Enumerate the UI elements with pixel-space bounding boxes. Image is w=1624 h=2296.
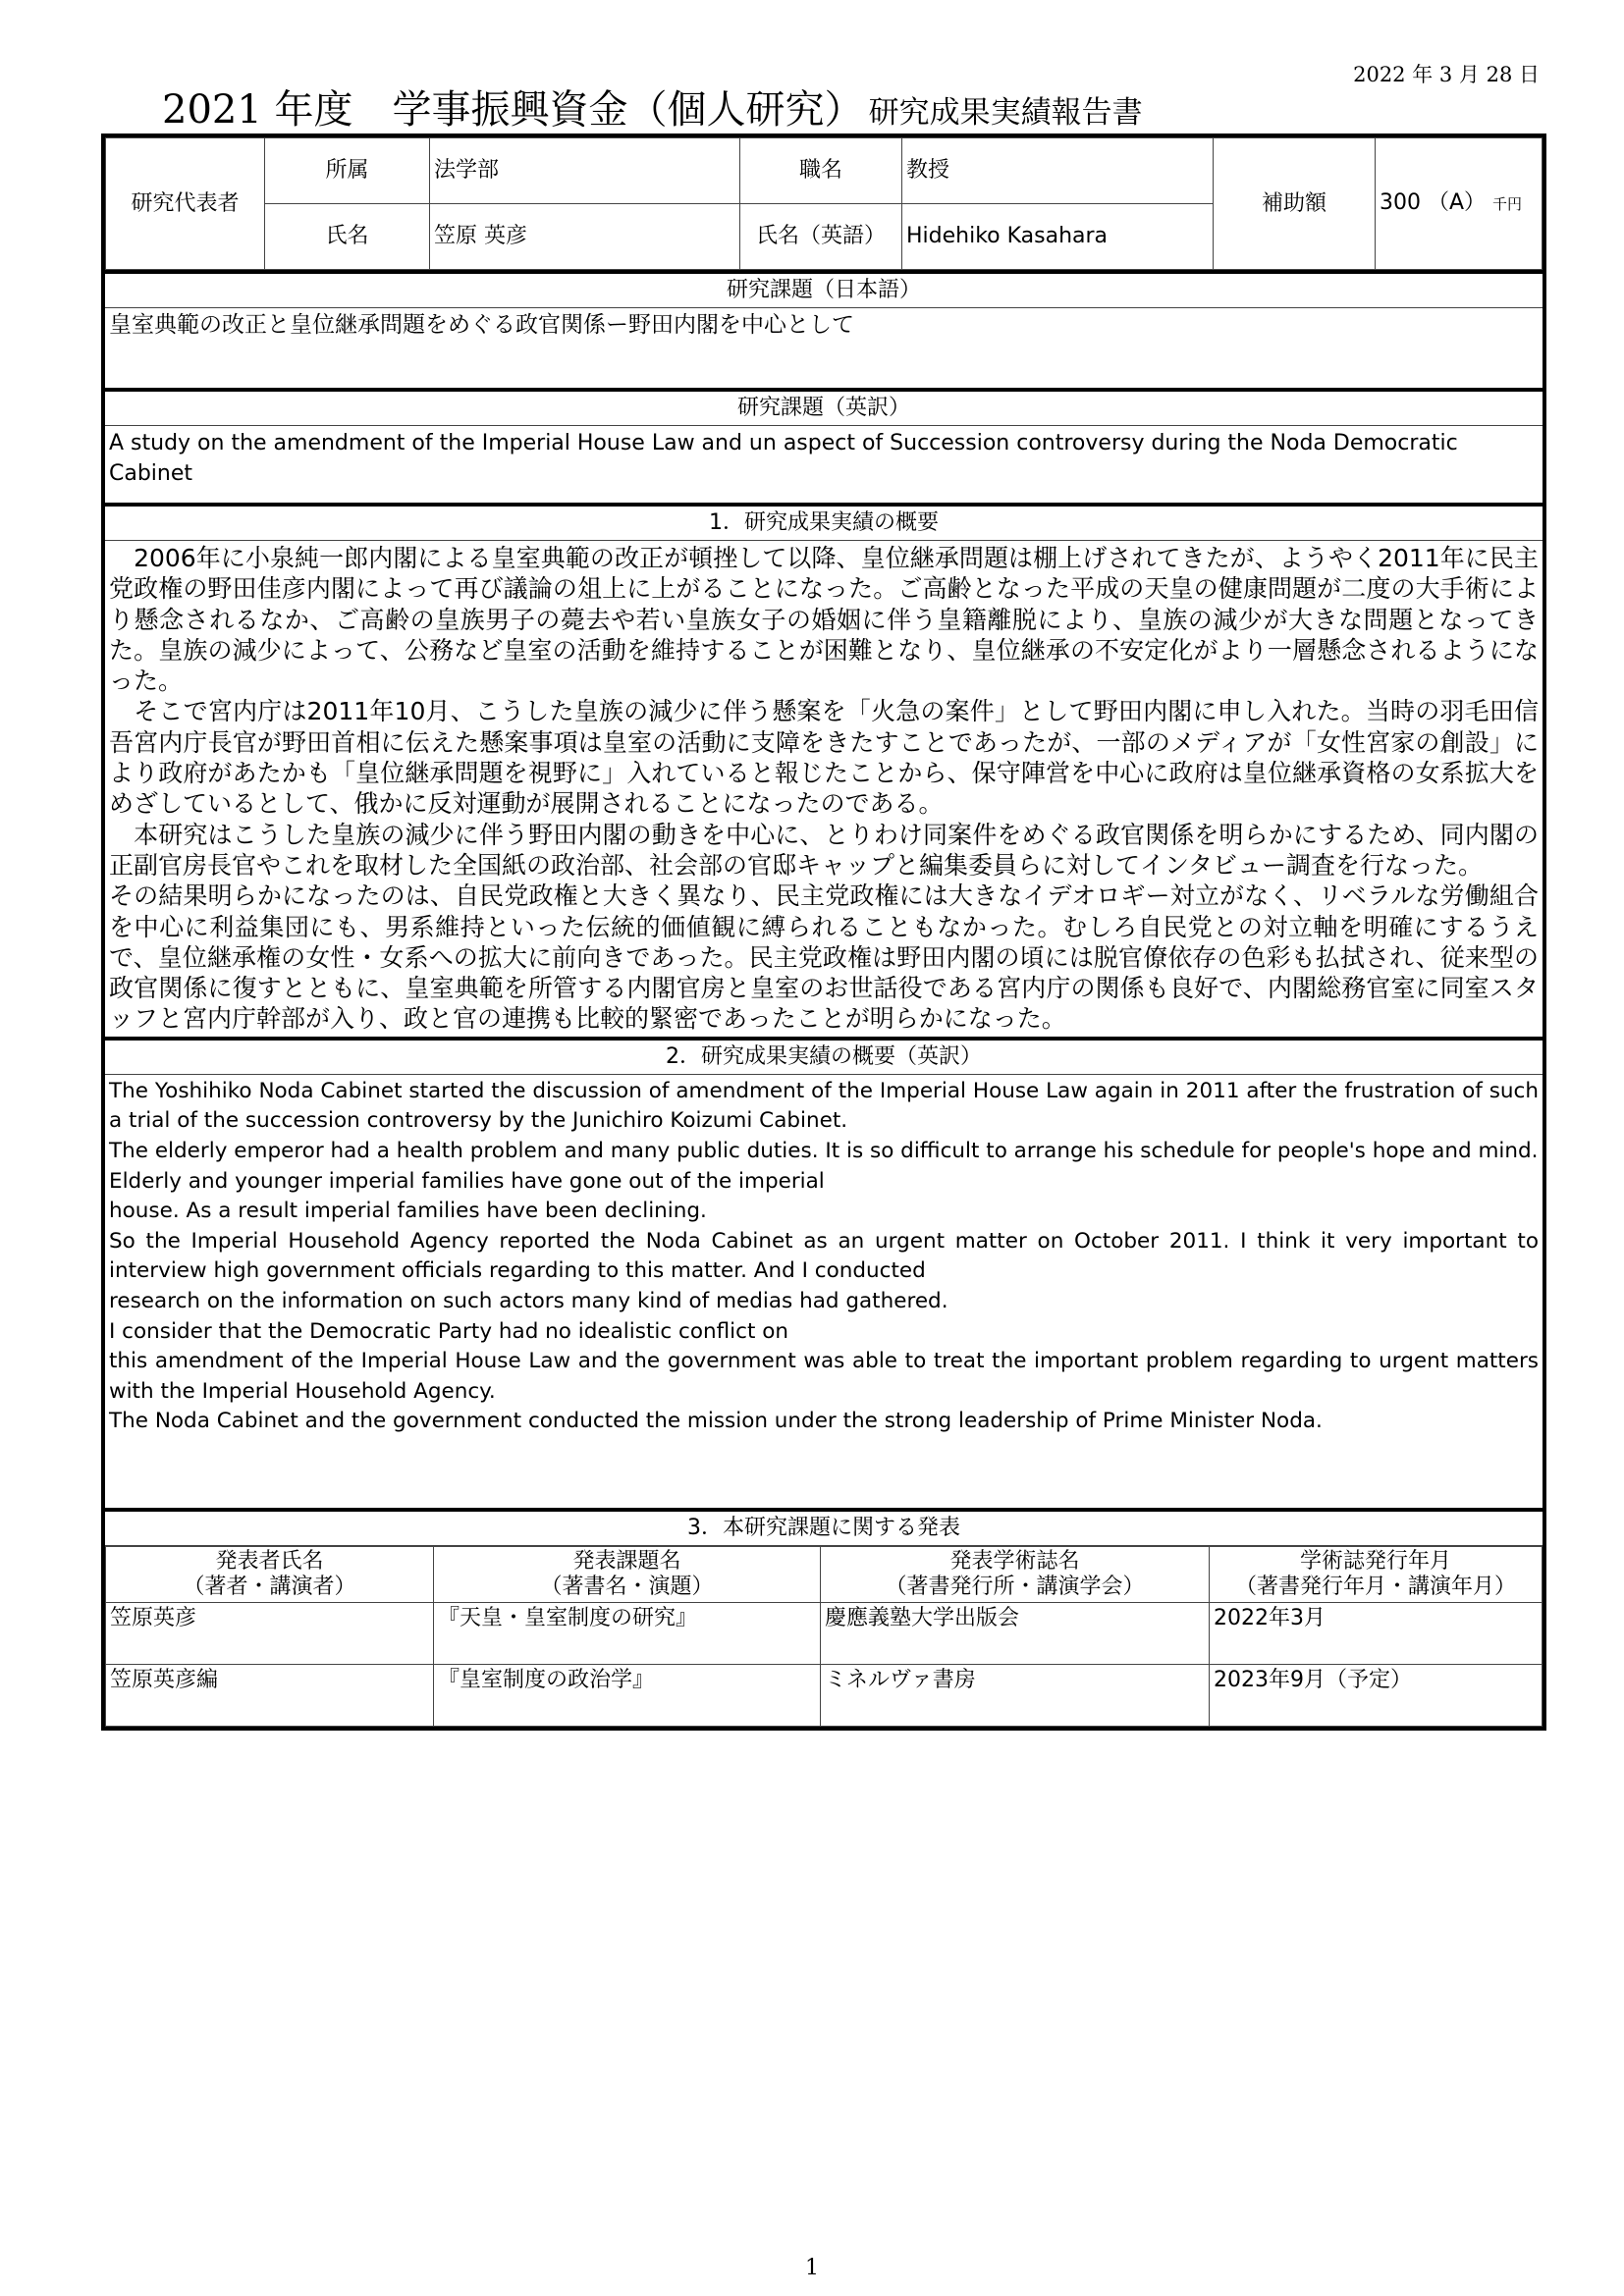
name-en-value: Hidehiko Kasahara: [902, 204, 1214, 270]
summary-en-paragraph: house. As a result imperial families have been declining.: [109, 1199, 707, 1224]
summary-jp-paragraph: そこで宮内庁は2011年10月、こうした皇族の減少に伴う懸案を「火急の案件」として野田内閣に申し入れた。当時の羽毛田信吾宮内庁長官が野田首相に伝えた懸案事項は皇室の活動に支障をきたすことであったが、一部のメディアが「女性宮家の創設」により政府があたかも「皇位継承問題を視野に」入れていると報じたことから、保守陣営を中心に政府は皇位継承資格の女系拡大をめざしているとして、俄かに反対運動が展開されることになったのである。: [109, 697, 1539, 819]
summary-en-paragraph: The Yoshihiko Noda Cabinet started the discussion of amendment of the Imperial House Law again in 2011 after the frustration of such a trial of the succession controversy by the Junichiro Koizumi Cabinet.: [109, 1078, 1539, 1134]
publications-header-row: [106, 1546, 1543, 1602]
column-header: [106, 1546, 434, 1602]
table-cell: 笠原英彦編: [106, 1664, 434, 1726]
column-header: [821, 1546, 1210, 1602]
affiliation-label: 所属: [265, 138, 430, 204]
position-value: 教授: [902, 138, 1214, 204]
column-header-line: （著者・講演者）: [183, 1574, 356, 1599]
summary-en-paragraph: research on the information on such actors many kind of medias had gathered.: [109, 1288, 948, 1313]
summary-jp-paragraph: その結果明らかになったのは、自民党政権と大きく異なり、民主党政権には大きなイデオロギー対立がなく、リベラルな労働組合を中心に利益集団にも、男系維持といった伝統的価値観に縛られることもなかった。むしろ自民党との対立軸を明確にするうえで、皇位継承権の女性・女系への拡大に前向きであった。民主党政権は野田内閣の頃には脱官僚依存の色彩も払拭され、従来型の政官関係に復すとともに、皇室典範を所管する内閣官房と皇室のお世話役である宮内庁の関係も良好で、内閣総務官室に同室スタッフと宮内庁幹部が入り、政と官の連携も比較的緊密であったことが明らかになった。: [109, 881, 1539, 1034]
column-header-line: 学術誌発行年月: [1299, 1548, 1451, 1574]
summary-en-body: [105, 1075, 1543, 1508]
representative-label: 研究代表者: [106, 138, 265, 270]
report-form: [101, 133, 1546, 1731]
column-header-line: （著書発行年月・講演年月）: [1234, 1574, 1516, 1599]
report-date: 2022 年 3 月 28 日: [1353, 63, 1540, 86]
table-row: [106, 1602, 1543, 1664]
table-cell: 『皇室制度の政治学』: [434, 1664, 821, 1726]
theme-jp-text: 皇室典範の改正と皇位継承問題をめぐる政官関係ー野田内閣を中心として: [109, 312, 854, 338]
name-en-label: 氏名（英語）: [740, 204, 902, 270]
grant-value: [1376, 138, 1543, 270]
column-header: [1210, 1546, 1543, 1602]
summary-en-paragraph: this amendment of the Imperial House Law and the government was able to treat the important problem regarding to urgent matters with the Imperial Household Agency.: [109, 1349, 1539, 1404]
summary-en-paragraph: I consider that the Democratic Party had no idealistic conflict on: [109, 1318, 788, 1344]
title-main: 2021 年度 学事振興資金（個人研究）: [162, 87, 864, 133]
summary-en-paragraph: Elderly and younger imperial families have gone out of the imperial: [109, 1168, 825, 1194]
theme-en-text: A study on the amendment of the Imperial House Law and un aspect of Succession controversy during the Noda Democratic Cabinet: [109, 431, 1458, 486]
table-cell: 2022年3月: [1210, 1602, 1543, 1664]
publications-table: [105, 1546, 1543, 1727]
summary-jp-paragraph: 2006年に小泉純一郎内閣による皇室典範の改正が頓挫して以降、皇位継承問題は棚上げされてきたが、ようやく2011年に民主党政権の野田佳彦内閣によって再び議論の俎上に上がることになった。ご高齢となった平成の天皇の健康問題が二度の大手術により懸念されるなか、ご高齢の皇族男子の薨去や若い皇族女子の婚姻に伴う皇籍離脱により、皇族の減少が大きな問題となってきた。皇族の減少によって、公務など皇室の活動を維持することが困難となり、皇位継承の不安定化がより一層懸念されるようになった。: [109, 544, 1539, 696]
theme-jp-heading: 研究課題（日本語）: [105, 270, 1543, 308]
table-cell: 慶應義塾大学出版会: [821, 1602, 1210, 1664]
table-cell: 笠原英彦: [106, 1602, 434, 1664]
title-sub: 研究成果実績報告書: [868, 95, 1143, 131]
summary-en-paragraph: The Noda Cabinet and the government conducted the mission under the strong leadership of Prime Minister Noda.: [109, 1409, 1323, 1434]
column-header: [434, 1546, 821, 1602]
summary-en-paragraph: So the Imperial Household Agency reported the Noda Cabinet as an urgent matter on October 2011. I think it very important to interview high government officials regarding to this matter. And I conducted: [109, 1228, 1539, 1284]
column-header-line: 発表学術誌名: [949, 1548, 1080, 1574]
column-header-line: （著書発行所・講演学会）: [885, 1574, 1145, 1599]
summary-jp-body: [105, 541, 1543, 1037]
table-cell: 『天皇・皇室制度の研究』: [434, 1602, 821, 1664]
affiliation-value: 法学部: [430, 138, 740, 204]
summary-en-heading: 2．研究成果実績の概要（英訳）: [105, 1037, 1543, 1075]
table-cell: 2023年9月（予定）: [1210, 1664, 1543, 1726]
column-header-line: （著書名・演題）: [540, 1574, 714, 1599]
summary-jp-heading: 1．研究成果実績の概要: [105, 503, 1543, 541]
publications-heading: 3．本研究課題に関する発表: [105, 1508, 1543, 1546]
page-number: 1: [805, 2256, 819, 2280]
table-row: [106, 1664, 1543, 1726]
document-title: [162, 79, 1143, 134]
summary-jp-paragraph: 本研究はこうした皇族の減少に伴う野田内閣の動きを中心に、とりわけ同案件をめぐる政官関係を明らかにするため、同内閣の正副官房長官やこれを取材した全国紙の政治部、社会部の官邸キャップと編集委員らに対してインタビュー調査を行なった。: [109, 820, 1539, 880]
researcher-table: [105, 137, 1543, 270]
table-cell: ミネルヴァ書房: [821, 1664, 1210, 1726]
position-label: 職名: [740, 138, 902, 204]
name-value: 笠原 英彦: [430, 204, 740, 270]
grant-unit: 千円: [1492, 195, 1523, 213]
column-header-line: 発表課題名: [572, 1548, 681, 1574]
column-header-line: 発表者氏名: [215, 1548, 324, 1574]
grant-amount: 300 （A）: [1380, 190, 1487, 215]
theme-en-heading: 研究課題（英訳）: [105, 388, 1543, 426]
grant-label: 補助額: [1214, 138, 1376, 270]
summary-en-paragraph: The elderly emperor had a health problem and many public duties. It is so difficult to arrange his schedule for people's hope and mind.: [109, 1138, 1539, 1163]
name-label: 氏名: [265, 204, 430, 270]
